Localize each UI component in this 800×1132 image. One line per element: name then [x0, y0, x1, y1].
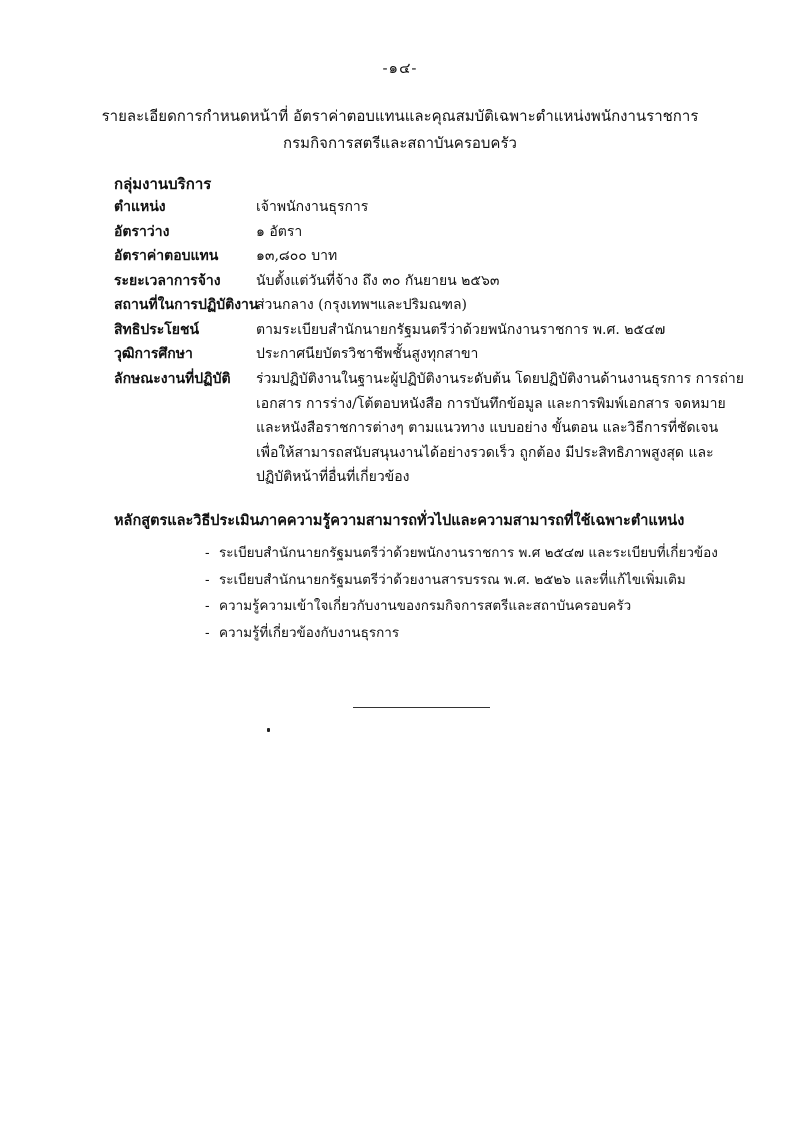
- field-value: เจ้าพนักงานธุรการ: [256, 199, 369, 215]
- duties-label: ลักษณะงานที่ปฏิบัติ: [114, 371, 231, 387]
- criteria-item-text: ระเบียบสำนักนายกรัฐมนตรีว่าด้วยพนักงานราชการ พ.ศ ๒๕๔๗ และระเบียบที่เกี่ยวข้อง: [219, 545, 718, 561]
- duties-line: และหนังสือราชการต่างๆ ตามแนวทาง แบบอย่าง ขั้นตอน และวิธีการที่ชัดเจน: [256, 420, 719, 437]
- field-label: อัตราว่าง: [114, 223, 170, 240]
- field-position: [114, 195, 744, 220]
- field-employment-period: [114, 269, 744, 294]
- list-item: [205, 540, 745, 567]
- field-value: นับตั้งแต่วันที่จ้าง ถึง ๓๐ กันยายน ๒๕๖๓: [256, 272, 500, 289]
- field-salary: [114, 244, 744, 269]
- duties-line: ปฏิบัติหน้าที่อื่นที่เกี่ยวข้อง: [256, 469, 410, 486]
- document-title: [60, 103, 740, 157]
- criteria-heading: หลักสูตรและวิธีประเมินภาคความรู้ความสามารถทั่วไปและความสามารถที่ใช้เฉพาะตำแหน่ง: [114, 512, 685, 529]
- field-value: ๑๓,๘๐๐ บาท: [256, 248, 338, 264]
- bullet-dash: -: [205, 571, 210, 588]
- field-label: ตำแหน่ง: [114, 199, 166, 215]
- duties-line: ร่วมปฏิบัติงานในฐานะผู้ปฏิบัติงานระดับต้น โดยปฏิบัติงานด้านงานธุรการ การถ่าย: [256, 371, 744, 387]
- list-item: [205, 620, 745, 647]
- group-heading: กลุ่มงานบริการ: [114, 175, 212, 193]
- criteria-item-text: ความรู้ความเข้าใจเกี่ยวกับงานของกรมกิจการสตรีและสถาบันครอบครัว: [219, 598, 632, 614]
- field-benefits: [114, 318, 744, 343]
- duties-line: เพื่อให้สามารถสนับสนุนงานได้อย่างรวดเร็ว ถูกต้อง มีประสิทธิภาพสูงสุด และ: [256, 444, 714, 461]
- field-value: ๑ อัตรา: [256, 223, 303, 240]
- field-education: [114, 342, 744, 367]
- duties-text: [256, 367, 744, 490]
- job-fields: [114, 195, 744, 367]
- scan-speck: [267, 728, 270, 732]
- field-workplace: [114, 293, 744, 318]
- field-value: ประกาศนียบัตรวิชาชีพชั้นสูงทุกสาขา: [256, 346, 479, 362]
- field-value: ตามระเบียบสำนักนายกรัฐมนตรีว่าด้วยพนักงานราชการ พ.ศ. ๒๕๔๗: [256, 321, 666, 338]
- field-label: ระยะเวลาการจ้าง: [114, 272, 221, 289]
- bullet-dash: -: [205, 545, 210, 561]
- field-vacancies: [114, 220, 744, 245]
- field-label: สถานที่ในการปฏิบัติงาน: [114, 297, 259, 313]
- duties-line: เอกสาร การร่าง/โต้ตอบหนังสือ การบันทึกข้อมูล และการพิมพ์เอกสาร จดหมาย: [256, 395, 726, 412]
- field-value: ส่วนกลาง (กรุงเทพฯและปริมณฑล): [256, 297, 467, 313]
- field-label: อัตราค่าตอบแทน: [114, 248, 219, 264]
- criteria-item-text: ความรู้ที่เกี่ยวข้องกับงานธุรการ: [219, 624, 400, 641]
- list-item: [205, 567, 745, 594]
- list-item: [205, 593, 745, 620]
- bullet-dash: -: [205, 624, 210, 641]
- title-line-1: รายละเอียดการกำหนดหน้าที่ อัตราค่าตอบแทนและคุณสมบัติเฉพาะตำแหน่งพนักงานราชการ: [101, 107, 699, 125]
- duties-section: [114, 367, 744, 490]
- end-divider: [353, 707, 490, 708]
- title-line-2: กรมกิจการสตรีและสถาบันครอบครัว: [283, 134, 517, 152]
- page-number: -๑๔-: [382, 59, 418, 77]
- field-label: สิทธิประโยชน์: [114, 321, 200, 338]
- criteria-list: [205, 540, 745, 646]
- field-label: วุฒิการศึกษา: [114, 346, 193, 362]
- bullet-dash: -: [205, 598, 210, 614]
- criteria-item-text: ระเบียบสำนักนายกรัฐมนตรีว่าด้วยงานสารบรรณ พ.ศ. ๒๕๒๖ และที่แก้ไขเพิ่มเติม: [219, 571, 686, 588]
